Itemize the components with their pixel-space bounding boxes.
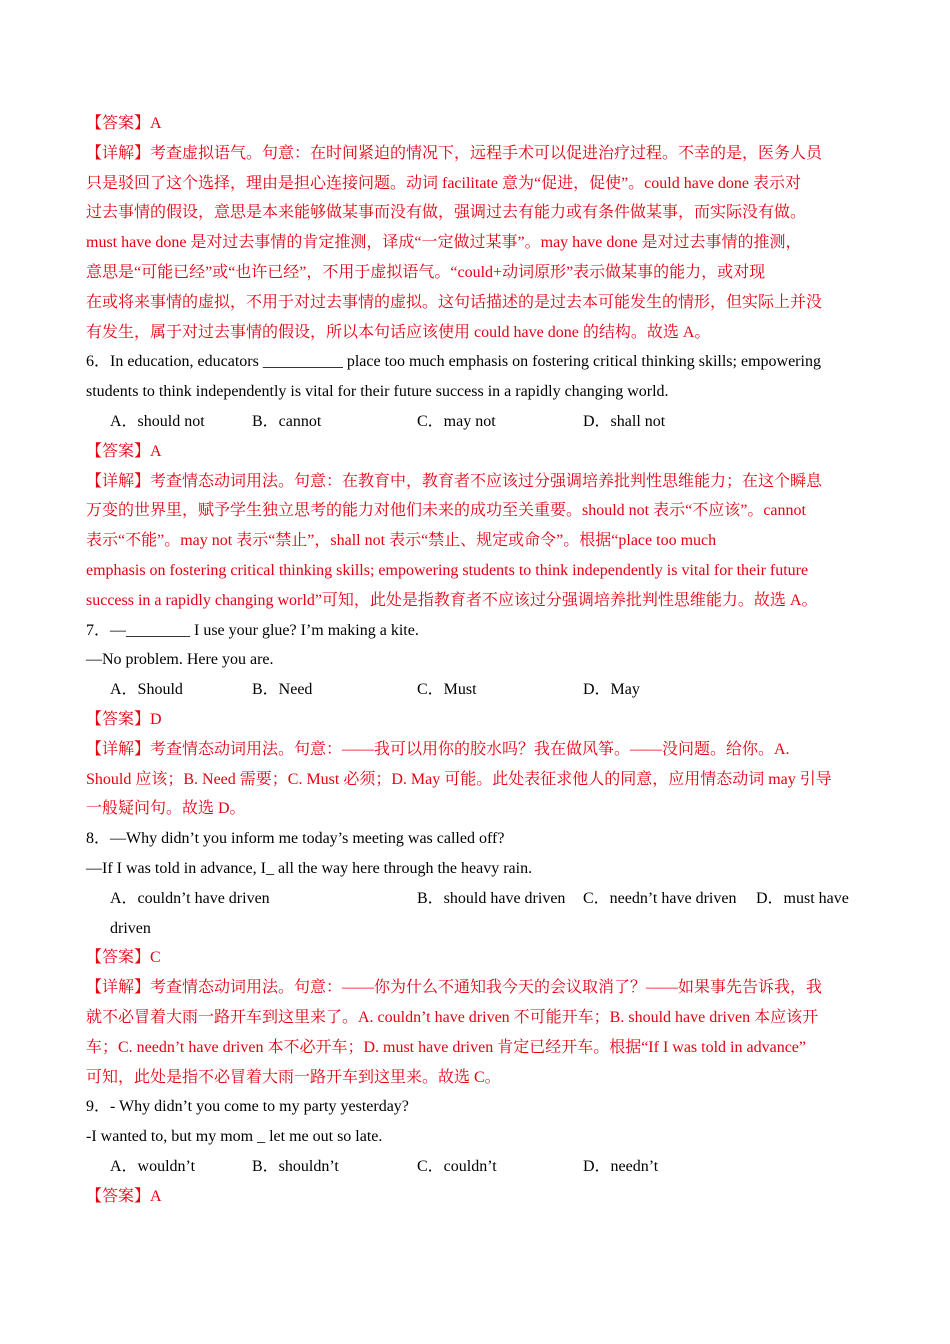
- q8-option-c[interactable]: C．needn’t have driven: [583, 889, 737, 907]
- q8-option-d-wrap[interactable]: driven: [110, 919, 151, 937]
- q8-detail-line: 就不必冒着大雨一路开车到这里来了。A. couldn’t have driven 不可能开车；B. should have driven 本应该开: [86, 1008, 819, 1026]
- q9-answer: 【答案】A: [86, 1187, 162, 1205]
- q8-detail-line: 可知，此处是指不必冒着大雨一路开车到这里来。故选 C。: [86, 1068, 501, 1086]
- q7-option-b[interactable]: B．Need: [252, 681, 313, 699]
- q6-detail-line: 【详解】考查情态动词用法。句意：在教育中，教育者不应该过分强调培养批判性思维能力；在这个瞬息: [86, 472, 823, 490]
- q5-detail-line: 意思是“可能已经”或“也许已经”，不用于虚拟语气。“could+动词原形”表示做某事的能力，或对现: [86, 263, 766, 281]
- q8-stem-line: 8．—Why didn’t you inform me today’s meeting was called off?: [86, 830, 505, 848]
- q6-detail-line: success in a rapidly changing world”可知，此处是指教育者不应该过分强调培养批判性思维能力。故选 A。: [86, 591, 818, 609]
- q9-option-a[interactable]: A．wouldn’t: [110, 1157, 196, 1175]
- q6-option-d[interactable]: D．shall not: [583, 412, 666, 430]
- q6-options: [86, 407, 866, 437]
- q8-stem-line: —If I was told in advance, I_ all the way here through the heavy rain.: [86, 859, 533, 877]
- q9-options: [86, 1152, 866, 1182]
- q9-option-d[interactable]: D．needn’t: [583, 1157, 659, 1175]
- q8-option-a[interactable]: A．couldn’t have driven: [110, 889, 270, 907]
- q5-detail-line: 过去事情的假设，意思是本来能够做某事而没有做，强调过去有能力或有条件做某事，而实际没有做。: [86, 204, 807, 222]
- q8-detail-line: 车；C. needn’t have driven 本不必开车；D. must have driven 肯定已经开车。根据“If I was told in advance”: [86, 1038, 807, 1056]
- q6-option-b[interactable]: B．cannot: [252, 412, 322, 430]
- q8-options-wrap: [86, 914, 866, 944]
- q8-options: [86, 884, 866, 914]
- q7-option-a[interactable]: A．Should: [110, 681, 183, 699]
- q6-option-a[interactable]: A．should not: [110, 412, 205, 430]
- q7-detail-line: 一般疑问句。故选 D。: [86, 800, 246, 818]
- q5-detail-line: 在或将来事情的虚拟，不用于对过去事情的虚拟。这句话描述的是过去本可能发生的情形，但实际上并没: [86, 293, 823, 311]
- q9-option-b[interactable]: B．shouldn’t: [252, 1157, 339, 1175]
- q7-detail-line: 【详解】考查情态动词用法。句意：——我可以用你的胶水吗？我在做风筝。——没问题。给你。A.: [86, 740, 790, 758]
- q6-detail-line: 表示“不能”。may not 表示“禁止”，shall not 表示“禁止、规定或命令”。根据“place too much: [86, 532, 717, 550]
- q7-option-d[interactable]: D．May: [583, 681, 640, 699]
- q6-detail-line: emphasis on fostering critical thinking skills; empowering students to think independently is vital for their future: [86, 561, 809, 579]
- q5-detail-line: 只是驳回了这个选择，理由是担心连接问题。动词 facilitate 意为“促进，促使”。could have done 表示对: [86, 174, 802, 192]
- q6-answer: 【答案】A: [86, 442, 162, 460]
- q9-stem-line: -I wanted to, but my mom _ let me out so late.: [86, 1128, 383, 1146]
- q6-stem-line: 6．In education, educators __________ place too much emphasis on fostering critical thinking skills; empowering: [86, 353, 821, 371]
- q7-stem-line: 7．—________ I use your glue? I’m making a kite.: [86, 621, 419, 639]
- q5-detail-line: must have done 是对过去事情的肯定推测，译成“一定做过某事”。may have done 是对过去事情的推测，: [86, 234, 802, 252]
- q7-answer: 【答案】D: [86, 710, 162, 728]
- q6-option-c[interactable]: C．may not: [417, 412, 496, 430]
- q6-stem-line: students to think independently is vital for their future success in a rapidly changing world.: [86, 383, 669, 401]
- q6-detail-line: 万变的世界里，赋予学生独立思考的能力对他们未来的成功至关重要。should not 表示“不应该”。cannot: [86, 502, 806, 520]
- document-page: [86, 109, 866, 1211]
- q5-detail-line: 【详解】考查虚拟语气。句意：在时间紧迫的情况下，远程手术可以促进治疗过程。不幸的是，医务人员: [86, 144, 823, 162]
- q5-detail-line: 有发生，属于对过去事情的假设，所以本句话应该使用 could have done 的结构。故选 A。: [86, 323, 711, 341]
- q7-options: [86, 675, 866, 705]
- q8-option-b[interactable]: B．should have driven: [417, 889, 566, 907]
- q5-answer: 【答案】A: [86, 115, 162, 132]
- q8-answer: 【答案】C: [86, 949, 161, 967]
- q8-detail-line: 【详解】考查情态动词用法。句意：——你为什么不通知我今天的会议取消了？——如果事先告诉我，我: [86, 979, 823, 997]
- q7-detail-line: Should 应该；B. Need 需要；C. Must 必须；D. May 可能。此处表征求他人的同意，应用情态动词 may 引导: [86, 770, 832, 788]
- q9-stem-line: 9．- Why didn’t you come to my party yesterday?: [86, 1098, 409, 1116]
- q9-option-c[interactable]: C．couldn’t: [417, 1157, 497, 1175]
- q7-option-c[interactable]: C．Must: [417, 681, 477, 699]
- q7-stem-line: —No problem. Here you are.: [86, 651, 274, 669]
- q8-option-d[interactable]: D．must have: [756, 889, 849, 907]
